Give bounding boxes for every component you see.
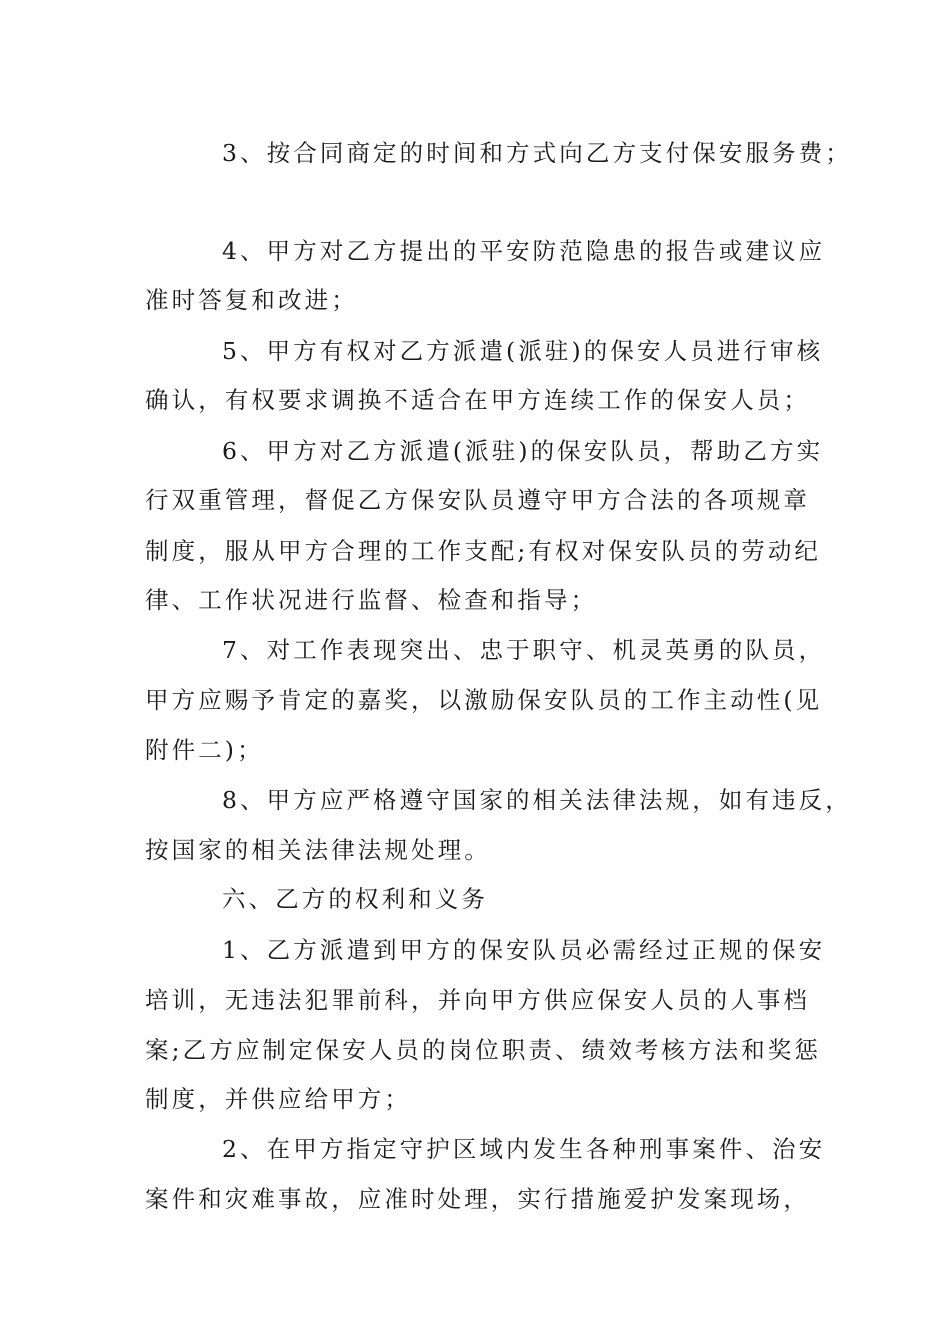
section-heading-text: 六、乙方的权利和义务 — [222, 885, 488, 913]
text-line: 7、对工作表现突出、忠于职守、机灵英勇的队员， — [222, 636, 826, 664]
text-line: 甲方应赐予肯定的嘉奖，以激励保安队员的工作主动性(见 — [145, 686, 823, 714]
text-line: 制度，并供应给甲方； — [145, 1085, 411, 1113]
text-line: 培训，无违法犯罪前科，并向甲方供应保安人员的人事档 — [145, 986, 810, 1014]
text-line: 1、乙方派遣到甲方的保安队员必需经过正规的保安 — [222, 936, 826, 964]
text-line: 案件和灾难事故，应准时处理，实行措施爱护发案现场， — [145, 1185, 810, 1213]
text-line: 8、甲方应严格遵守国家的相关法律法规，如有违反， — [222, 786, 852, 814]
text-line: 3、按合同商定的时间和方式向乙方支付保安服务费； — [222, 139, 852, 167]
text-line: 准时答复和改进； — [145, 286, 358, 314]
text-line: 2、在甲方指定守护区域内发生各种刑事案件、治安 — [222, 1135, 826, 1163]
text-line: 5、甲方有权对乙方派遣(派驻)的保安人员进行审核 — [222, 337, 824, 365]
text-line: 律、工作状况进行监督、检查和指导； — [145, 586, 598, 614]
text-line: 确认，有权要求调换不适合在甲方连续工作的保安人员； — [145, 386, 810, 414]
text-line: 按国家的相关法律法规处理。 — [145, 836, 491, 864]
text-line: 行双重管理，督促乙方保安队员遵守甲方合法的各项规章 — [145, 486, 810, 514]
text-line: 制度，服从甲方合理的工作支配;有权对保安队员的劳动纪 — [145, 537, 822, 565]
text-line: 案;乙方应制定保安人员的岗位职责、绩效考核方法和奖惩 — [145, 1036, 822, 1064]
text-line: 附件二)； — [145, 736, 264, 764]
text-line: 4、甲方对乙方提出的平安防范隐患的报告或建议应 — [222, 237, 826, 265]
text-line: 6、甲方对乙方派遣(派驻)的保安队员，帮助乙方实 — [222, 437, 824, 465]
